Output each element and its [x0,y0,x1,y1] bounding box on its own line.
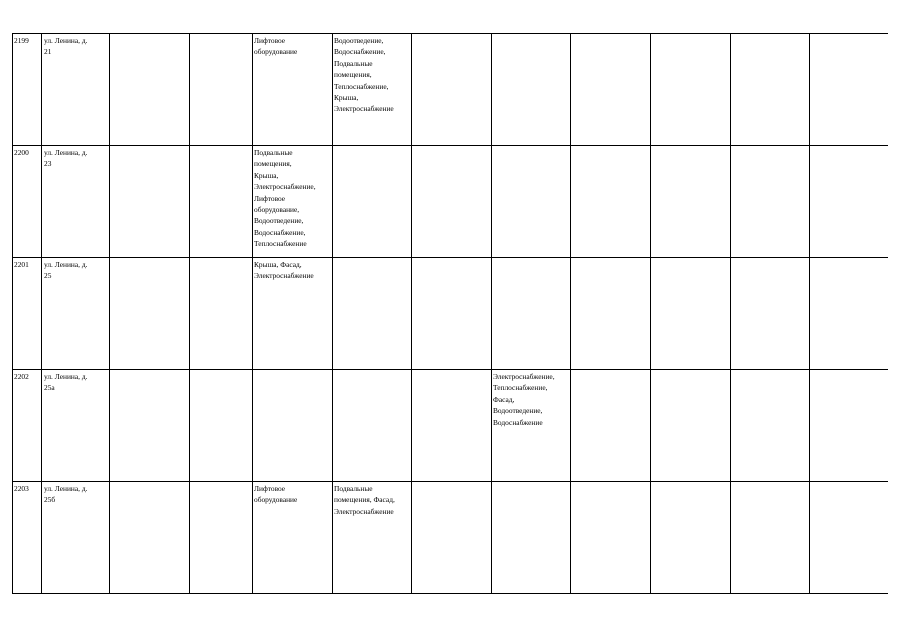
table-cell [651,370,731,482]
table-cell [492,146,571,258]
table-cell [492,370,571,482]
table-cell [110,146,190,258]
table-cell [810,370,888,482]
table-cell [253,146,333,258]
table-cell [253,258,333,370]
table-row [13,370,888,482]
table-cell [253,34,333,146]
table-cell [810,258,888,370]
row-number-cell [13,34,42,146]
table-cell [333,146,412,258]
row-number-cell [13,258,42,370]
address-text: ул. Ленина, д. 25б [44,484,88,505]
row-number-cell [13,146,42,258]
address-cell [42,258,110,370]
table-cell [190,146,253,258]
address-cell [42,146,110,258]
table-cell [492,34,571,146]
table-cell [253,482,333,594]
table-cell [333,34,412,146]
document-table [12,33,888,594]
table-cell [253,370,333,482]
address-text: ул. Ленина, д. 25а [44,372,88,393]
table-cell [333,258,412,370]
address-cell [42,482,110,594]
table-cell [571,258,651,370]
table-cell [571,370,651,482]
table-cell [412,146,492,258]
table-cell [810,34,888,146]
table-cell [651,34,731,146]
table-cell [492,258,571,370]
cell-text: Лифтовое оборудование [254,484,298,505]
table-row [13,34,888,146]
row-number-cell [13,482,42,594]
table-cell [492,482,571,594]
table-cell [810,146,888,258]
table-row [13,258,888,370]
table-row [13,482,888,594]
table-cell [190,34,253,146]
cell-text: Подвальные помещения, Фасад, Электроснабжение [334,484,395,516]
table-cell [731,370,810,482]
cell-text: Лифтовое оборудование [254,36,298,57]
row-number: 2199 [14,36,29,45]
table-cell [571,482,651,594]
table-cell [412,482,492,594]
address-text: ул. Ленина, д. 23 [44,148,88,169]
table-cell [810,482,888,594]
table-cell [412,370,492,482]
table-cell [190,482,253,594]
table-cell [731,482,810,594]
address-text: ул. Ленина, д. 21 [44,36,88,57]
cell-text: Подвальные помещения, Крыша, Электроснабжение, Лифтовое оборудование, Водоотведение, Водоснабжение, Теплоснабжение [254,148,316,249]
row-number-cell [13,370,42,482]
table-cell [651,146,731,258]
table-cell [333,370,412,482]
table-cell [571,34,651,146]
table-cell [731,258,810,370]
table-cell [333,482,412,594]
table-row [13,146,888,258]
table-cell [651,482,731,594]
cell-text: Крыша, Фасад, Электроснабжение [254,260,314,281]
row-number: 2202 [14,372,29,381]
table-cell [412,34,492,146]
row-number: 2200 [14,148,29,157]
row-number: 2203 [14,484,29,493]
table-cell [651,258,731,370]
cell-text: Водоотведение, Водоснабжение, Подвальные помещения, Теплоснабжение, Крыша, Электроснабжение [334,36,394,114]
table-cell [571,146,651,258]
table-cell [110,258,190,370]
table-cell [412,258,492,370]
table-cell [190,370,253,482]
address-text: ул. Ленина, д. 25 [44,260,88,281]
table-cell [110,370,190,482]
table-cell [110,482,190,594]
table-cell [731,146,810,258]
row-number: 2201 [14,260,29,269]
table-cell [190,258,253,370]
table-cell [110,34,190,146]
address-cell [42,34,110,146]
address-cell [42,370,110,482]
table-cell [731,34,810,146]
cell-text: Электроснабжение, Теплоснабжение, Фасад, Водоотведение, Водоснабжение [493,372,555,427]
